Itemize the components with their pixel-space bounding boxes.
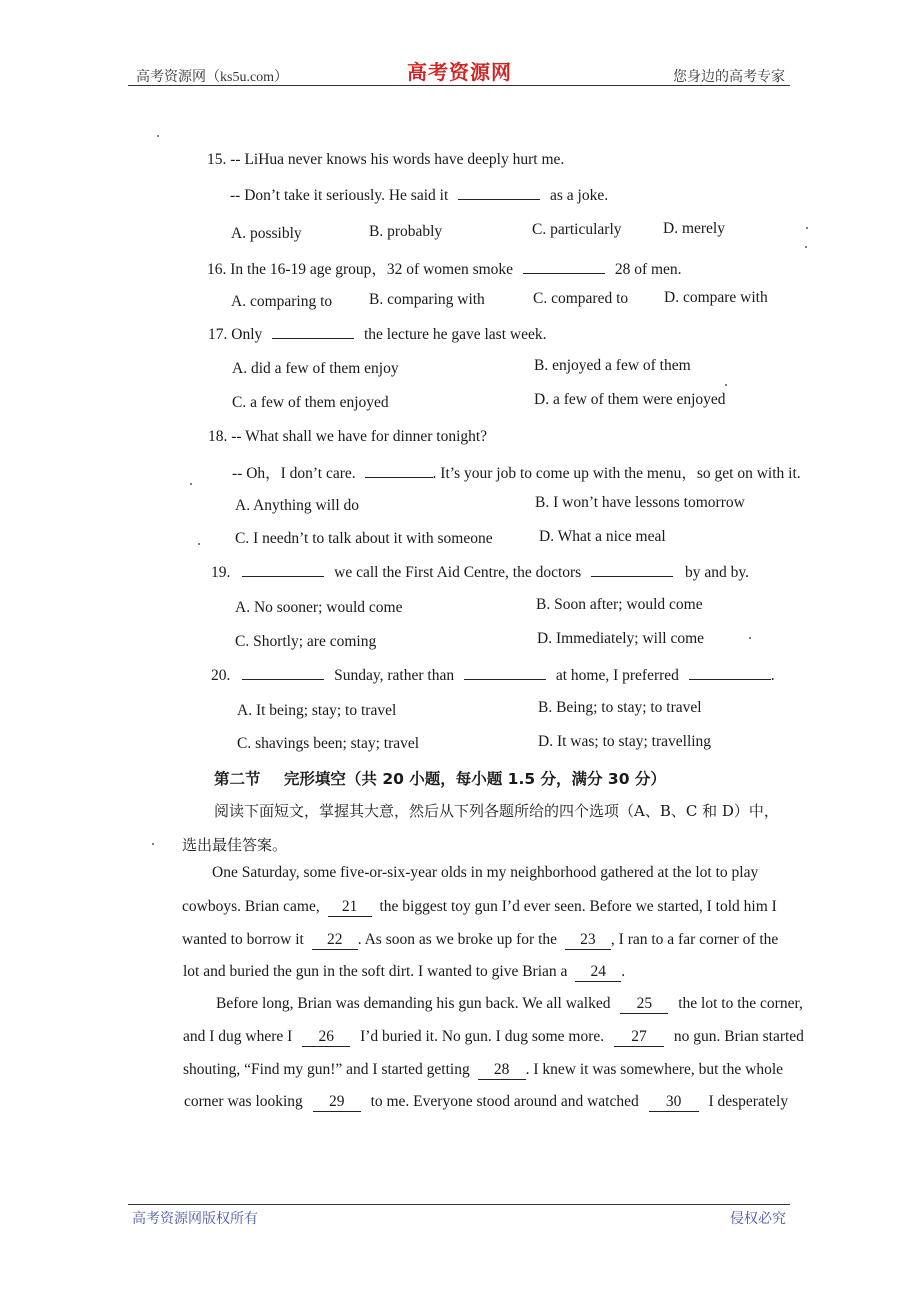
blank-29: 29 xyxy=(313,1093,361,1112)
q18-option-a: A. Anything will do xyxy=(235,497,360,514)
passage-text: I desperately xyxy=(708,1093,789,1110)
q17-stem-text: 17. Only xyxy=(208,326,263,343)
passage-text: the lot to the corner, xyxy=(678,995,803,1012)
q15-option-b: B. probably xyxy=(369,223,443,240)
q16-option-a: A. comparing to xyxy=(231,293,333,310)
section2-instructions-line2: 选出最佳答案。 xyxy=(182,836,288,854)
section2-title xyxy=(214,767,666,789)
q20-number: 20. xyxy=(211,667,231,684)
q15-answer-text: -- Don’t take it seriously. He said it xyxy=(230,187,449,204)
scan-speck xyxy=(157,135,159,137)
passage-text: I’d buried it. No gun. I dug some more. xyxy=(360,1028,605,1045)
q20-option-a: A. It being; stay; to travel xyxy=(237,702,397,719)
q20-option-c: C. shavings been; stay; travel xyxy=(237,735,420,752)
blank-28: 28 xyxy=(478,1061,526,1080)
footer-notice: 侵权必究 xyxy=(730,1212,786,1227)
q18-answer-text: -- Oh，I don’t care. xyxy=(232,465,356,482)
q18-blank xyxy=(365,476,433,478)
q15-answer-line xyxy=(230,187,608,205)
q16-stem-tail: 28 of men. xyxy=(614,261,682,278)
passage-line-5 xyxy=(216,995,803,1014)
q19-option-d: D. Immediately; will come xyxy=(537,630,705,647)
q16-option-d: D. compare with xyxy=(664,289,768,306)
blank-23: 23 xyxy=(565,931,611,950)
passage-text: wanted to borrow it xyxy=(182,931,304,948)
q20-option-d: D. It was; to stay; travelling xyxy=(538,733,712,750)
passage-line-3 xyxy=(182,931,778,950)
blank-24: 24 xyxy=(575,963,621,982)
q15-answer-tail: as a joke. xyxy=(550,187,609,204)
passage-text: cowboys. Brian came, xyxy=(182,898,320,915)
q16-stem-text: 16. In the 16-19 age group，32 of women smoke xyxy=(207,261,514,278)
q20-stem-text: Sunday, rather than xyxy=(334,667,455,684)
q20-stem xyxy=(211,667,775,685)
q15-option-d: D. merely xyxy=(663,220,725,237)
q16-option-c: C. compared to xyxy=(533,290,629,307)
q19-option-c: C. Shortly; are coming xyxy=(235,633,377,650)
q15-option-a: A. possibly xyxy=(231,225,302,242)
scan-speck xyxy=(806,227,808,229)
scan-speck xyxy=(749,637,751,639)
passage-line-4 xyxy=(183,963,625,982)
q17-option-b: B. enjoyed a few of them xyxy=(534,357,691,374)
blank-27: 27 xyxy=(614,1028,664,1047)
blank-21: 21 xyxy=(328,898,372,917)
passage-text: Before long, Brian was demanding his gun back. We all walked xyxy=(216,995,611,1012)
passage-text: . I knew it was somewhere, but the whole xyxy=(525,1061,784,1078)
q17-option-d: D. a few of them were enjoyed xyxy=(534,391,726,408)
q18-answer-line xyxy=(232,461,801,483)
q16-option-b: B. comparing with xyxy=(369,291,485,308)
passage-line-7 xyxy=(183,1061,783,1080)
q16-blank xyxy=(523,272,605,274)
passage-text: and I dug where I xyxy=(183,1028,293,1045)
q17-stem xyxy=(208,326,546,344)
section2-description: 完形填空（共 20 小题，每小题 1.5 分，满分 30 分） xyxy=(283,770,666,788)
q15-option-c: C. particularly xyxy=(532,221,622,238)
q20-option-b: B. Being; to stay; to travel xyxy=(538,699,702,716)
q17-stem-tail: the lecture he gave last week. xyxy=(364,326,547,343)
passage-text: lot and buried the gun in the soft dirt. I wanted to give Brian a xyxy=(183,963,568,980)
passage-text: shouting, “Find my gun!” and I started getting xyxy=(183,1061,470,1078)
q18-stem: 18. -- What shall we have for dinner tonight? xyxy=(208,428,488,445)
q20-blank-2 xyxy=(464,678,546,680)
q17-blank xyxy=(272,337,354,339)
q20-stem-middle: at home, I preferred xyxy=(555,667,679,684)
passage-text: to me. Everyone stood around and watched xyxy=(370,1093,639,1110)
q17-option-c: C. a few of them enjoyed xyxy=(232,394,389,411)
q19-blank-1 xyxy=(242,575,324,577)
q18-option-d: D. What a nice meal xyxy=(539,528,666,545)
scan-speck xyxy=(190,483,192,485)
section2-instructions-line1: 阅读下面短文，掌握其大意，然后从下列各题所给的四个选项（A、B、C 和 D）中， xyxy=(214,802,779,820)
q20-stem-end: . xyxy=(770,667,775,684)
q16-stem xyxy=(207,257,682,279)
q19-number: 19. xyxy=(211,564,231,581)
footer-rule xyxy=(128,1204,790,1205)
passage-line-6 xyxy=(183,1028,804,1047)
passage-text: no gun. Brian started xyxy=(673,1028,804,1045)
q19-stem-text: we call the First Aid Centre, the doctors xyxy=(334,564,582,581)
blank-25: 25 xyxy=(620,995,668,1014)
q18-answer-tail: . It’s your job to come up with the menu，so get on with it. xyxy=(432,465,801,482)
q19-option-a: A. No sooner; would come xyxy=(235,599,403,616)
q18-option-b: B. I won’t have lessons tomorrow xyxy=(535,494,745,511)
q17-option-a: A. did a few of them enjoy xyxy=(232,360,399,377)
footer-copyright: 高考资源网版权所有 xyxy=(132,1212,258,1227)
passage-text: . As soon as we broke up for the xyxy=(357,931,558,948)
q15-blank xyxy=(458,198,540,200)
q19-option-b: B. Soon after; would come xyxy=(536,596,703,613)
passage-text: . xyxy=(621,963,626,980)
header-rule xyxy=(128,85,790,86)
section2-label: 第二节 xyxy=(214,770,261,788)
passage-text: corner was looking xyxy=(184,1093,303,1110)
blank-22: 22 xyxy=(312,931,358,950)
q19-stem-tail: by and by. xyxy=(684,564,749,581)
scan-speck xyxy=(805,246,807,248)
q20-blank-1 xyxy=(242,678,324,680)
header-site-name: 高考资源网（ks5u.com） xyxy=(136,70,289,85)
passage-line-2 xyxy=(182,898,777,917)
passage-line-1: One Saturday, some five-or-six-year olds in my neighborhood gathered at the lot to play xyxy=(212,864,759,881)
header-logo-text: 高考资源网 xyxy=(407,60,512,84)
blank-26: 26 xyxy=(302,1028,350,1047)
scan-speck xyxy=(152,843,154,845)
q15-stem: 15. -- LiHua never knows his words have deeply hurt me. xyxy=(207,151,565,168)
passage-text: the biggest toy gun I’d ever seen. Before we started, I told him I xyxy=(379,898,777,915)
scan-speck xyxy=(198,543,200,545)
passage-line-8 xyxy=(184,1093,788,1112)
passage-text: , I ran to a far corner of the xyxy=(610,931,779,948)
q20-blank-3 xyxy=(689,678,771,680)
blank-30: 30 xyxy=(649,1093,699,1112)
q19-stem xyxy=(211,564,749,582)
scan-speck xyxy=(725,384,727,386)
q18-option-c: C. I needn’t to talk about it with someone xyxy=(235,530,493,547)
header-slogan: 您身边的高考专家 xyxy=(673,70,785,85)
q19-blank-2 xyxy=(591,575,673,577)
